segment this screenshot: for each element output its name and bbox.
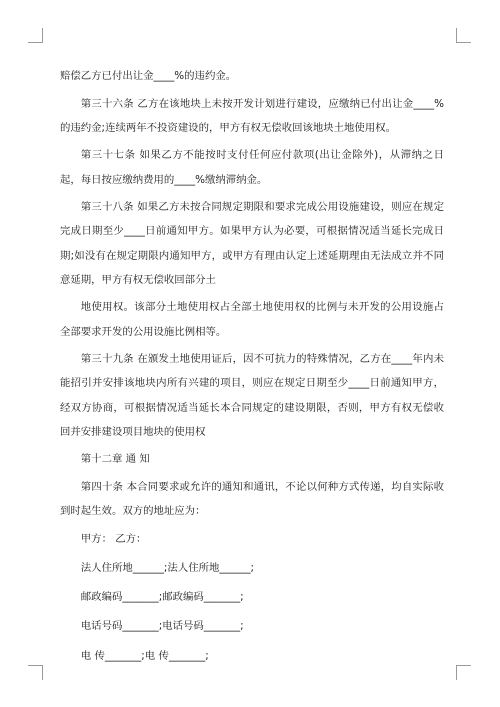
paragraph-article-37: 第三十七条 如果乙方不能按时支付任何应付款项(出让金除外)，从滞纳之日起，每日按应缴纳费用的____%缴纳滞纳金。 (60, 149, 444, 186)
paragraph-penalty-continuation: 赔偿乙方已付出让金____%的违约金。 (60, 70, 237, 82)
crop-mark-top-right (456, 28, 471, 43)
chapter-heading-notice: 第十二章 通 知 (80, 453, 150, 466)
document-body (60, 64, 444, 673)
paragraph-article-40: 第四十条 本合同要求或允许的通知和通讯，不论以何种方式传递，均自实际收到时起生效。双方的地址应为： (60, 480, 444, 518)
paragraph-article-38-continued: 地使用权。该部分土地使用权占全部土地使用权的比例与未开发的公用设施占全部要求开发的公用设施比例相等。 (60, 301, 444, 338)
field-postal-code: 邮政编码_______;邮政编码_______; (80, 591, 244, 604)
crop-mark-bottom-left (28, 665, 43, 680)
paragraph-article-39: 第三十九条 在颁发土地使用证后，因不可抗力的特殊情况，乙方在____年内未能招引并安排该地块内所有兴建的项目，则应在规定日期至少____日前通知甲方，经双方协商，可根据情况适当延长本合同规定的建设期限，否则，甲方有权无偿收回并安排建设项目地块的使用权 (60, 353, 444, 438)
field-parties: 甲方： 乙方： (80, 532, 147, 545)
field-telex: 电 传_______;电 传_______; (80, 649, 209, 662)
paragraph-article-38: 第三十八条 如果乙方未按合同规定期限和要求完成公用设施建设，则应在规定完成日期至少____日前通知甲方。如果甲方认为必要，可根据情况适当延长完成日期;如没有在规定期限内通知甲方，或甲方有理由认定上述延期理由无法成立并不同意延期，甲方有权无偿收回部分土 (60, 201, 444, 286)
field-phone-number: 电话号码_______;电话号码_______; (80, 620, 244, 633)
crop-mark-bottom-right (456, 665, 471, 680)
crop-mark-top-left (28, 28, 43, 43)
field-legal-address: 法人住所地______;法人住所地______; (80, 561, 255, 574)
paragraph-article-36: 第三十六条 乙方在该地块上未按开发计划进行建设，应缴纳已付出让金____%的违约金;连续两年不投资建设的，甲方有权无偿收回该地块土地使用权。 (60, 97, 444, 134)
